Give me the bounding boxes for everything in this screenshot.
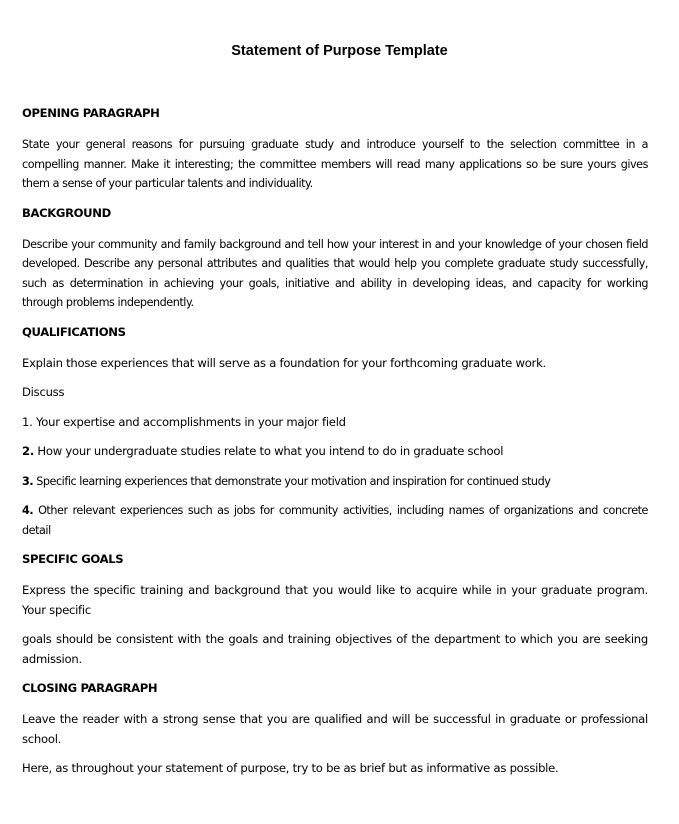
list-item-number: 1. [22,414,33,429]
list-item-number: 2. [22,444,34,458]
list-item [22,472,648,492]
section-heading: BACKGROUND [22,205,111,220]
list-item-text: Specific learning experiences that demonstrate your motivation and inspiration for continued study [33,474,551,488]
section-paragraph: Here, as throughout your statement of purpose, try to be as brief but as informative as possible. [22,761,559,775]
list-item-number: 3. [22,474,34,488]
section-heading: OPENING PARAGRAPH [22,106,160,120]
list-item [22,501,648,540]
section-background [22,204,648,313]
list-item-number: 4. [22,504,34,517]
document-body [22,104,648,789]
list-item [22,442,648,462]
section-paragraph: goals should be consistent with the goals and training objectives of the department to which you are seeking admission. [22,632,648,666]
section-paragraph: Describe your community and family background and tell how your interest in and your knowledge of your chosen field developed. Describe any personal attributes and qualities that would help you complete graduate study successfully, such as determination in achieving your goals, initiative and ability in developing ideas, and capacity for working through problems independently. [22,237,648,309]
section-opening [22,104,648,194]
list-item [22,413,648,433]
list-item-text: How your undergraduate studies relate to what you intend to do in graduate school [33,444,504,458]
section-specific-goals [22,550,648,669]
section-heading: SPECIFIC GOALS [22,552,124,566]
section-paragraph: Explain those experiences that will serve as a foundation for your forthcoming graduate work. [22,355,546,370]
document-title: Statement of Purpose Template [231,43,448,59]
section-closing [22,679,648,779]
section-qualifications [22,323,648,541]
section-paragraph: Leave the reader with a strong sense that you are qualified and will be successful in graduate or professional school. [22,712,648,746]
section-paragraph: Express the specific training and background that you would like to acquire while in your graduate program. Your specific [22,583,648,617]
section-heading: CLOSING PARAGRAPH [22,681,158,695]
section-paragraph: Discuss [22,385,65,399]
section-paragraph: State your general reasons for pursuing graduate study and introduce yourself to the selection committee in a compelling manner. Make it interesting; the committee members will read many applications so be sure yours gives them a sense of your particular talents and individuality. [22,138,648,190]
list-item-text: Your expertise and accomplishments in your major field [32,414,346,429]
list-item-text: Other relevant experiences such as jobs for community activities, including names of organizations and concrete detail [22,504,648,537]
section-heading: QUALIFICATIONS [22,324,126,339]
